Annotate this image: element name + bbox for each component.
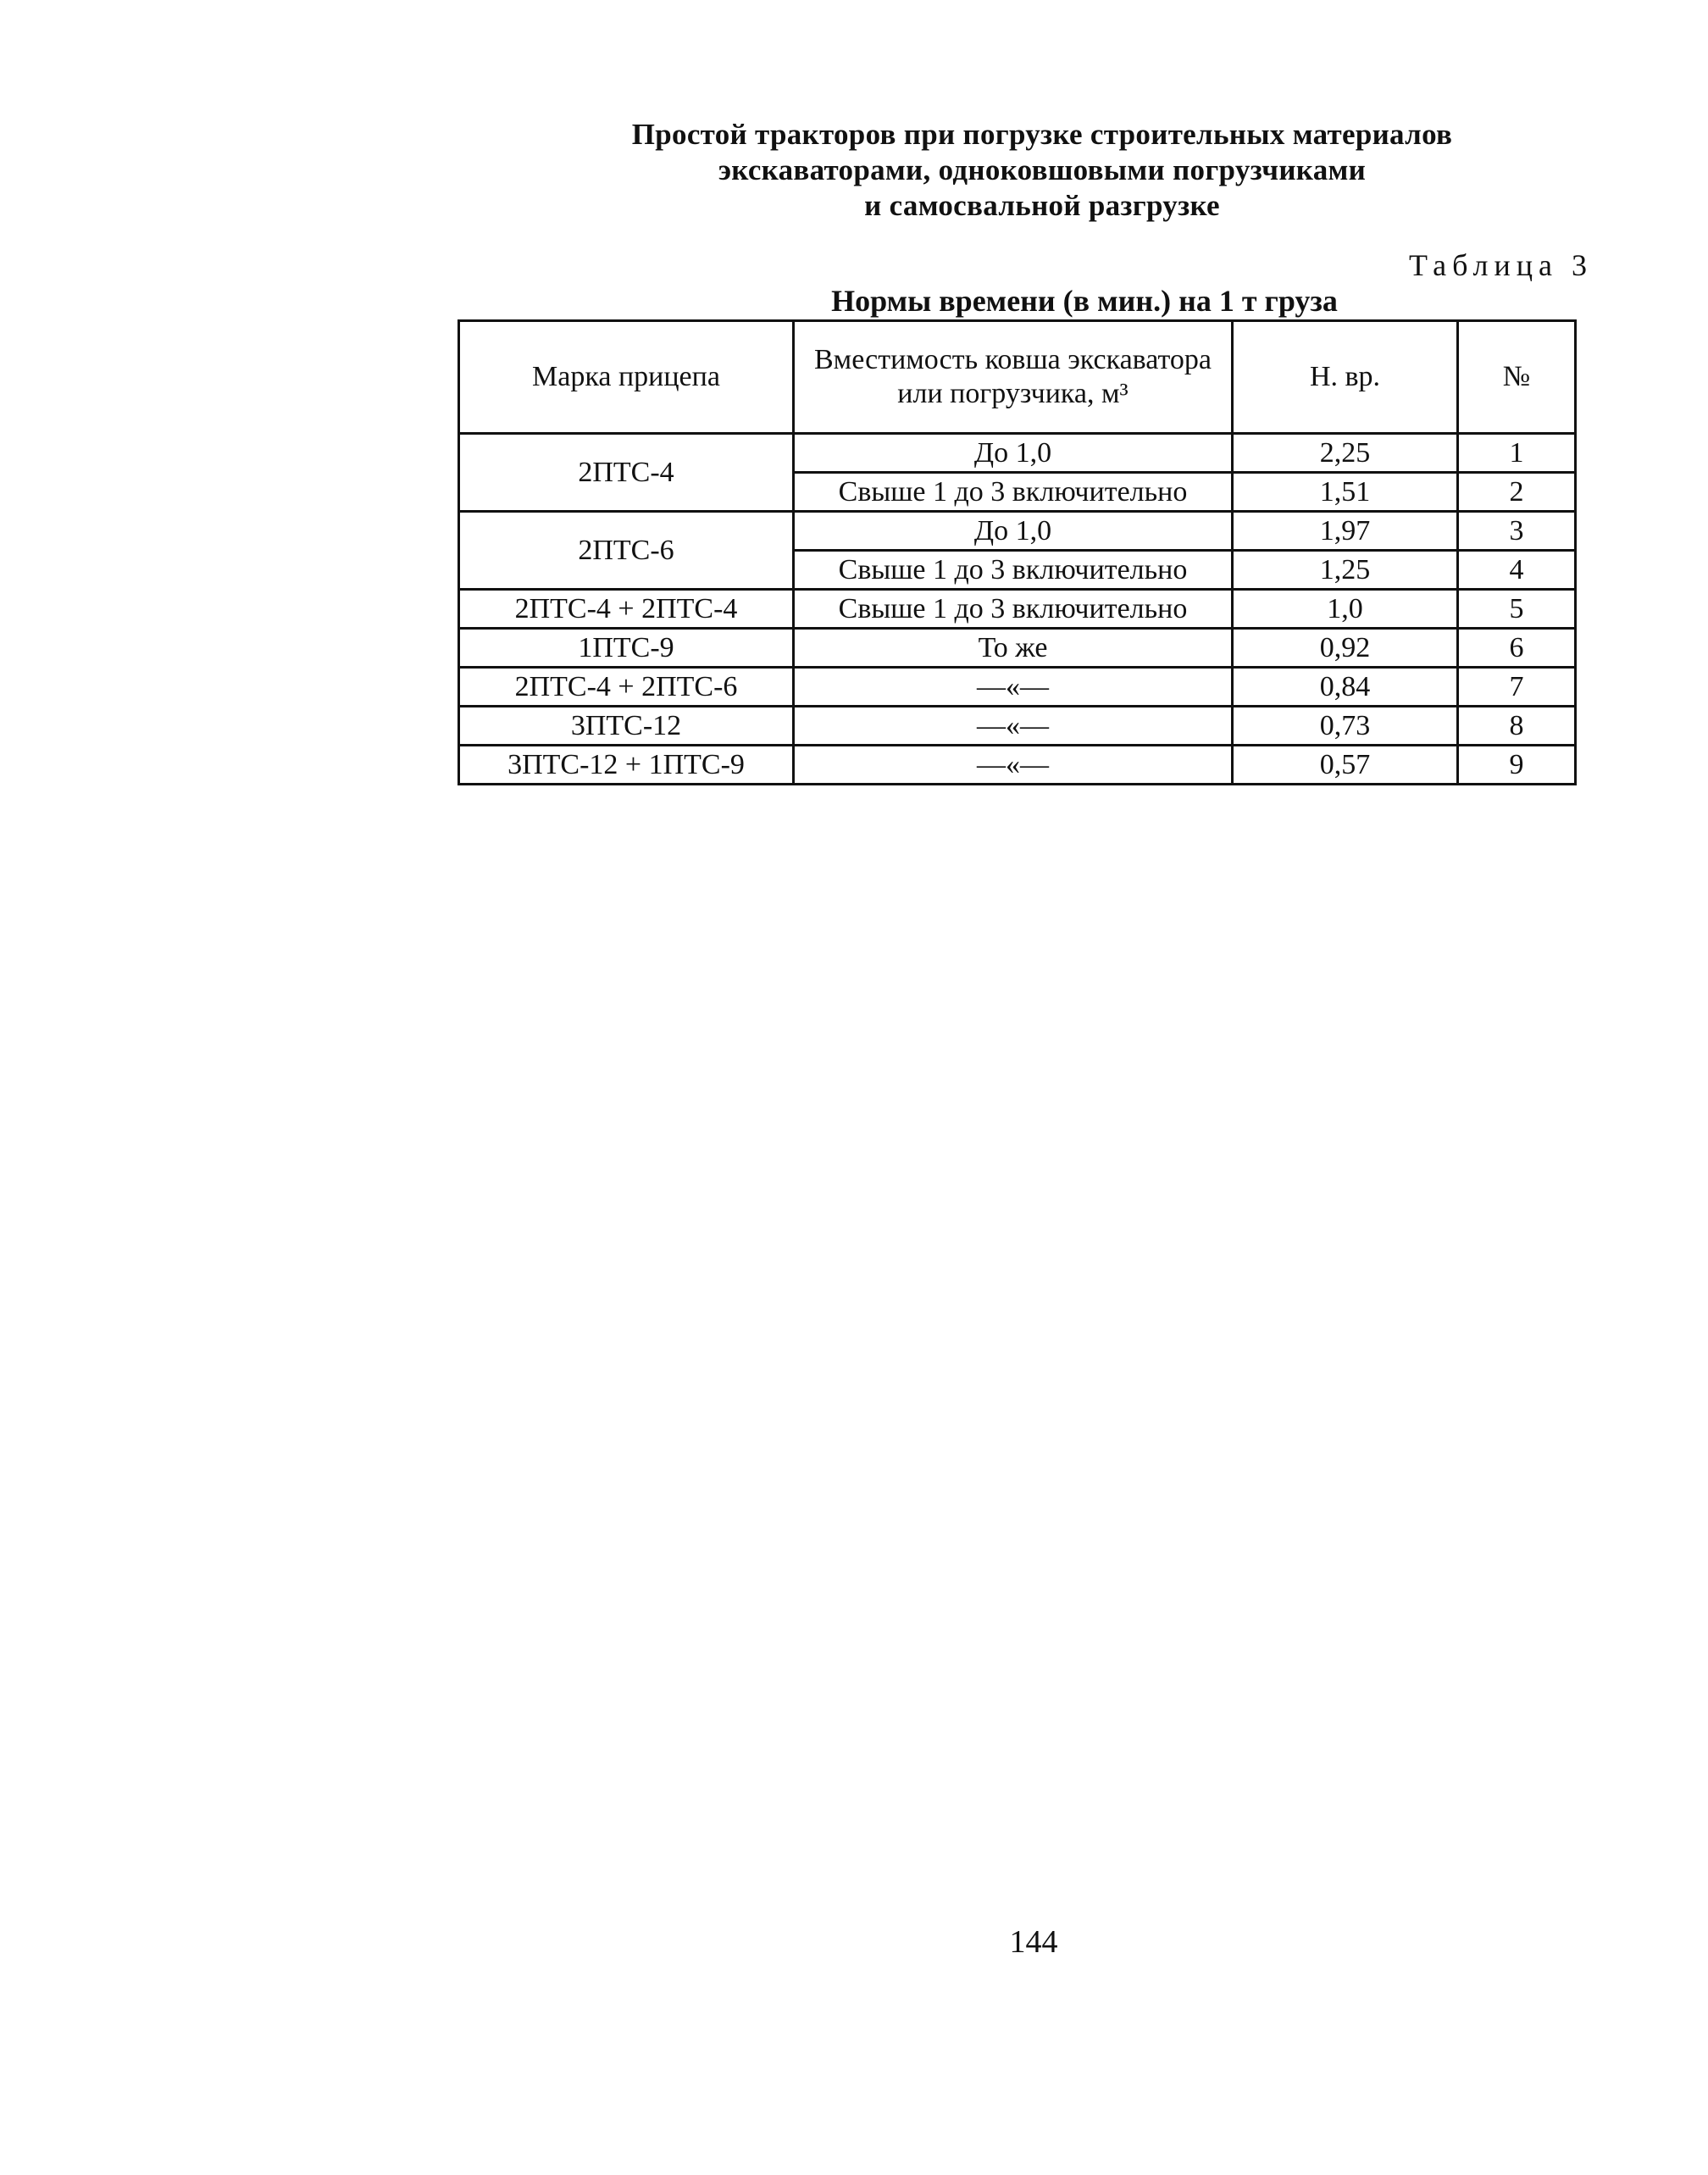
cell-num: 8 [1458, 707, 1576, 746]
cell-capacity: До 1,0 [794, 512, 1233, 551]
norms-table [458, 319, 1577, 785]
cell-capacity: То же [794, 629, 1233, 668]
cell-brand: 2ПТС-4 + 2ПТС-4 [459, 590, 794, 629]
header-norm: Н. вр. [1233, 321, 1458, 434]
cell-norm: 0,84 [1233, 668, 1458, 707]
cell-norm: 0,92 [1233, 629, 1458, 668]
cell-norm: 0,73 [1233, 707, 1458, 746]
cell-norm: 1,51 [1233, 473, 1458, 512]
header-capacity: Вместимость ковша экскаватора или погрузчика, м³ [794, 321, 1233, 434]
cell-capacity: Свыше 1 до 3 включительно [794, 590, 1233, 629]
table-caption: Нормы времени (в мин.) на 1 т груза [831, 284, 1338, 318]
table-header-row [459, 321, 1576, 434]
cell-num: 5 [1458, 590, 1576, 629]
table-row [459, 668, 1576, 707]
page-number: 144 [1009, 1924, 1058, 1960]
document-title [525, 117, 1559, 224]
cell-capacity: —«— [794, 746, 1233, 785]
title-line-3: и самосвальной разгрузке [864, 189, 1220, 222]
cell-capacity: Свыше 1 до 3 включительно [794, 473, 1233, 512]
title-line-2: экскаваторами, одноковшовыми погрузчиками [718, 153, 1367, 186]
table-row [459, 590, 1576, 629]
cell-num: 7 [1458, 668, 1576, 707]
table-row [459, 512, 1576, 551]
cell-num: 4 [1458, 551, 1576, 590]
header-brand: Марка прицепа [459, 321, 794, 434]
cell-capacity: Свыше 1 до 3 включительно [794, 551, 1233, 590]
cell-num: 9 [1458, 746, 1576, 785]
cell-num: 6 [1458, 629, 1576, 668]
cell-capacity: —«— [794, 707, 1233, 746]
cell-brand: 2ПТС-6 [459, 512, 794, 590]
cell-capacity: До 1,0 [794, 434, 1233, 473]
cell-num: 3 [1458, 512, 1576, 551]
cell-norm: 1,25 [1233, 551, 1458, 590]
table-row [459, 434, 1576, 473]
cell-norm: 1,97 [1233, 512, 1458, 551]
table-number: Таблица 3 [1409, 248, 1593, 282]
cell-brand: 3ПТС-12 [459, 707, 794, 746]
cell-num: 1 [1458, 434, 1576, 473]
header-num: № [1458, 321, 1576, 434]
cell-norm: 1,0 [1233, 590, 1458, 629]
table-row [459, 629, 1576, 668]
table-row [459, 707, 1576, 746]
title-line-1: Простой тракторов при погрузке строительных материалов [631, 118, 1453, 151]
cell-brand: 1ПТС-9 [459, 629, 794, 668]
cell-num: 2 [1458, 473, 1576, 512]
cell-brand: 2ПТС-4 + 2ПТС-6 [459, 668, 794, 707]
cell-brand: 2ПТС-4 [459, 434, 794, 512]
cell-brand: 3ПТС-12 + 1ПТС-9 [459, 746, 794, 785]
cell-capacity: —«— [794, 668, 1233, 707]
cell-norm: 2,25 [1233, 434, 1458, 473]
table-row [459, 746, 1576, 785]
cell-norm: 0,57 [1233, 746, 1458, 785]
